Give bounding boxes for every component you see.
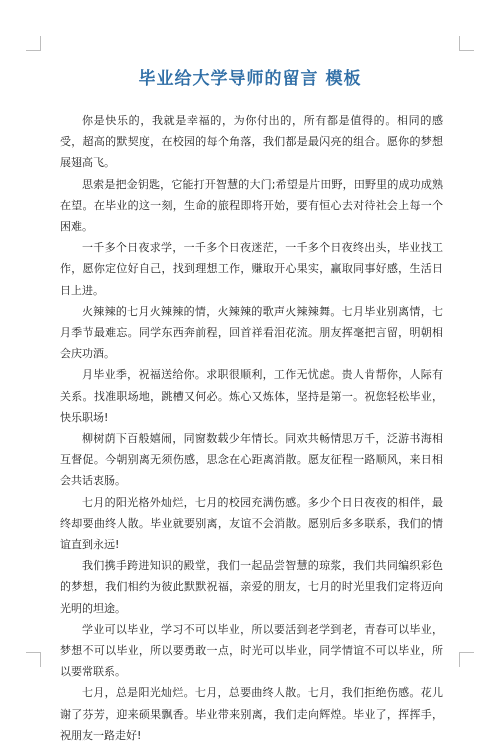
paragraph-1: 你是快乐的，我就是幸福的，为你付出的，所有都是值得的。相同的感受，超高的默契度，在校园的每个角落，我们都是最闪亮的组合。愿你的梦想展翅高飞。: [60, 114, 443, 170]
paragraph-6: 柳树荫下百般嬉闹，同窗数载少年情长。同欢共畅情思万千，泛游书海相互督促。今朝别离无须伤感，思念在心距离消散。愿友征程一路顺风，来日相会共话衷肠。: [60, 432, 443, 488]
page-corner-mark-top-right: [459, 36, 474, 51]
paragraph-8: 我们携手跨进知识的殿堂，我们一起品尝智慧的琼浆，我们共同编织彩色的梦想，我们相约为彼此默默祝福，亲爱的朋友，七月的时光里我们定将迈向光明的坦途。: [60, 559, 443, 615]
page-corner-mark-bottom-right: [459, 652, 474, 667]
paragraph-4: 火辣辣的七月火辣辣的情，火辣辣的歌声火辣辣舞。七月毕业别离情，七月季节最难忘。同学东西奔前程，回首祥看泪花流。朋友挥毫把言留，明朝相会庆功酒。: [60, 304, 443, 361]
document-body: [60, 110, 443, 746]
paragraph-2: 思索是把金钥匙，它能打开智慧的大门;希望是片田野，田野里的成功成熟在望。在毕业的这一刻，生命的旅程即将开始，要有恒心去对待社会上每一个困难。: [60, 177, 443, 234]
page-corner-mark-bottom-left: [26, 652, 41, 667]
paragraph-9: 学业可以毕业，学习不可以毕业，所以要活到老学到老，青春可以毕业，梦想不可以毕业，所以要勇敢一点，时光可以毕业，同学情谊不可以毕业，所以要常联系。: [60, 622, 443, 679]
paragraph-3: 一千多个日夜求学，一千多个日夜迷茫，一千多个日夜终出头，毕业找工作，愿你定位好自己，找到理想工作，赚取开心果实，赢取同事好感，生活日日上进。: [60, 241, 443, 297]
paragraph-5: 月毕业季，祝福送给你。求职很顺利，工作无忧虑。贵人肯帮你，人际有关系。找准职场地，跳槽又何必。炼心又炼体，坚持是第一。祝您轻松毕业，快乐职场!: [60, 368, 443, 424]
paragraph-7: 七月的阳光格外灿烂，七月的校园充满伤感。多少个日日夜夜的相伴，最终却要曲终人散。毕业就要别离，友谊不会消散。愿别后多多联系，我们的情谊直到永远!: [60, 495, 443, 552]
paragraph-10: 七月，总是阳光灿烂。七月，总要曲终人散。七月，我们拒绝伤感。花儿谢了芬芳，迎来硕果飘香。毕业带来别离，我们走向辉煌。毕业了，挥挥手，祝朋友一路走好!: [60, 686, 443, 742]
document-title: 毕业给大学导师的留言 模板: [138, 69, 362, 89]
page-corner-mark-top-left: [26, 36, 41, 51]
